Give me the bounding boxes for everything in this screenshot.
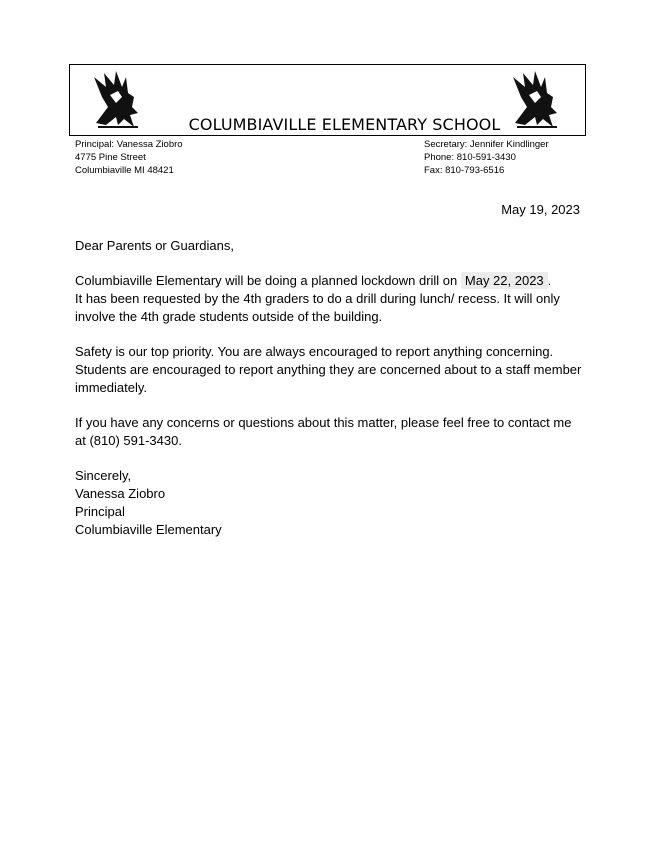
secretary-contact	[424, 138, 549, 177]
secretary-name: Secretary: Jennifer Kindlinger	[424, 139, 549, 150]
letter-body	[75, 237, 585, 539]
school-address: 4775 Pine Street	[75, 152, 146, 163]
greeting: Dear Parents or Guardians,	[75, 238, 234, 253]
signer-school: Columbiaville Elementary	[75, 522, 222, 537]
closing-salutation: Sincerely,	[75, 468, 132, 483]
school-name: COLUMBIAVILLE ELEMENTARY SCHOOL	[188, 115, 501, 134]
signer-title: Principal	[75, 504, 125, 519]
drill-detail-text: It has been requested by the 4th graders to do a drill during lunch/ recess. It will only involve the 4th grade students outside of the building.	[75, 291, 560, 324]
drill-date-field[interactable]: May 22, 2023	[461, 272, 548, 289]
principal-name: Principal: Vanessa Ziobro	[75, 139, 183, 150]
drill-period: .	[547, 273, 552, 288]
fax-number: Fax: 810-793-6516	[424, 165, 505, 176]
drill-intro-text: Columbiaville Elementary will be doing a planned lockdown drill on	[75, 273, 458, 288]
paragraph-contact: If you have any concerns or questions about this matter, please feel free to contact me at (810) 591-3430.	[75, 415, 572, 448]
signature-block	[75, 467, 585, 539]
phone-number: Phone: 810-591-3430	[424, 152, 516, 163]
letterhead	[69, 64, 586, 136]
paragraph-safety: Safety is our top priority. You are always encouraged to report anything concerning. Students are encouraged to report anything they are concerned about to a staff member immediately.	[75, 344, 582, 395]
school-city: Columbiaville MI 48421	[75, 165, 174, 176]
paragraph-drill	[75, 272, 585, 326]
principal-contact	[75, 138, 183, 177]
signer-name: Vanessa Ziobro	[75, 486, 166, 501]
letter-date: May 19, 2023	[501, 202, 580, 217]
